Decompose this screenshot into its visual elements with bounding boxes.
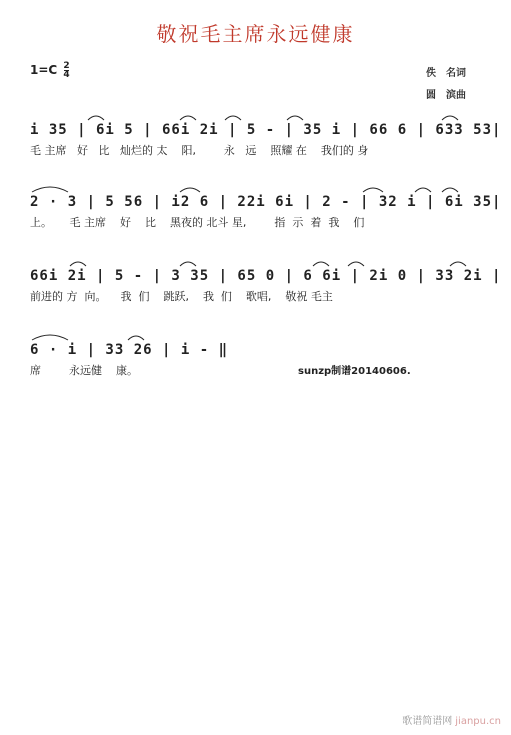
lyricist-credit: 佚 名词 <box>426 68 466 79</box>
composer-credit: 圆 滨曲 <box>426 90 466 101</box>
lyrics-line-2: 上。 毛 主席 好 比 黑夜的 北斗 星, 指 示 着 我 们 <box>30 216 365 229</box>
notes-line-2: 2 · 3 | 5 56 | i2 6 | 22i 6i | 2 - | 32 i | 6i 35| <box>30 194 502 210</box>
transcriber-signature: sunzp制谱20140606. <box>298 366 411 377</box>
notes-line-4: 6 · i | 33 26 | i - ‖ <box>30 342 229 358</box>
lyrics-line-1: 毛 主席 好 比 灿烂的 太 阳, 永 远 照耀 在 我们的 身 <box>30 144 369 157</box>
time-signature-bottom: 4 <box>63 70 70 80</box>
key-signature <box>30 62 70 79</box>
time-signature <box>63 62 69 79</box>
site-watermark <box>402 712 501 727</box>
notes-line-3: 66i 2i | 5 - | 3 35 | 65 0 | 6 6i | 2i 0 | 33 2i | <box>30 268 502 284</box>
watermark-en: jianpu.cn <box>455 716 501 727</box>
lyrics-line-3: 前进的 方 向。 我 们 跳跃, 我 们 歌唱, 敬祝 毛主 <box>30 290 333 303</box>
lyrics-line-4: 席 永远健 康。 <box>30 364 138 377</box>
watermark-cn: 歌谱简谱网 <box>402 716 453 727</box>
song-title: 敬祝毛主席永远健康 <box>156 22 355 46</box>
notes-line-1: i 35 | 6i 5 | 66i 2i | 5 - | 35 i | 66 6 | 633 53| <box>30 122 502 138</box>
key-label: 1=C <box>30 63 58 77</box>
time-signature-top: 2 <box>63 61 70 71</box>
